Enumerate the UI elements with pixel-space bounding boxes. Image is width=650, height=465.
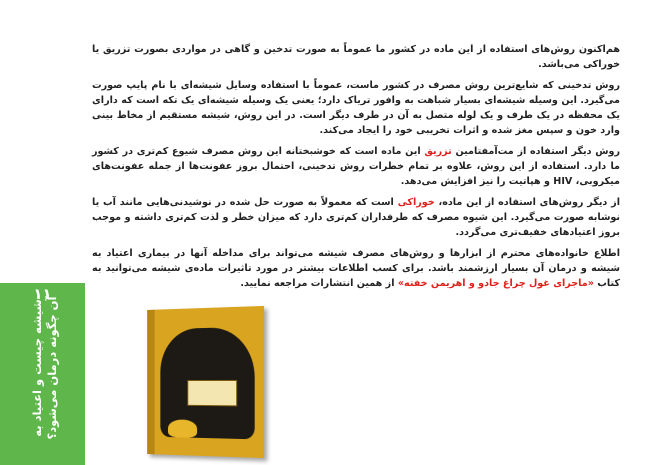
highlight-book-title: «ماجرای غول چراغ جادو و اهریمن خفته» [397,278,594,290]
book-spine [147,310,155,455]
book-title-box [187,380,237,406]
p4-text-b: است که معمولاً به صورت حل شده در نوشیدنی‌هایی مانند آب یا نوشابه صورت می‌گیرد. این شیوه مصرف که طرفداران کم‌تری دارد که میزان خطر و لذت کم‌تری داشته و موجب بروز اعتیادهای خفیف‌تری می‌گردد. [92,196,620,239]
chapter-title-line1: شیشه چیست و اعتیاد به [30,299,44,437]
p5-text-a: اطلاع خانواده‌های محترم از ابزارها و روش‌های مصرف شیشه می‌تواند برای مداخله آنها در بیماری اعتیاد به شیشه و درمان آن بسیار ارزشمند باشد. برای کسب اطلاعات بیشتر در مورد تاثیرات ماده‌ی شیشه می‌توانید به کتاب [92,247,620,290]
paragraph-2: روش تدخینی که شایع‌ترین روش مصرف در کشور ماست، عموماً با استفاده وسایل شیشه‌ای با نام پایپ صورت می‌گیرد. این وسیله شیشه‌ای بسیار شباهت به وافور تریاک دارد؛ یعنی یک وسیله شیشه‌ای یک تکه است که دارای یک محفظه در یک طرف و یک لوله متصل به آن در طرف دیگر است. در این روش، شیشه مستقیم از مخاط بینی وارد خون و سپس مغز شده و اثرات تخریبی خود را ایجاد می‌کند. [92,79,620,137]
p3-text-a: روش دیگر استفاده از مت‌آمفتامین [451,145,621,157]
page-number: ۱۱ [33,285,52,303]
p5-text-b: از همین انتشارات مراجعه نمایید. [240,278,398,290]
highlight-injection: تزریق [424,145,452,157]
body-text [92,42,620,296]
paragraph-3 [92,144,620,190]
book-cover-image [147,306,264,458]
p3-text-b: این ماده است که خوشبختانه این روش مصرف شیوع کم‌تری در کشور ما دارد. استفاده از این روش، علاوه بر تمام خطرات روش تدخینی، احتمال بروز عفونت‌ها از جمله عفونت‌های میکروبی، HIV و هپاتیت را نیز افزایش می‌دهد. [92,145,620,188]
paragraph-4 [92,195,620,241]
paragraph-1: هم‌اکنون روش‌های استفاده از این ماده در کشور ما عموماً به صورت تدخین و گاهی در مواردی بصورت تزریق یا خوراکی می‌باشد. [92,44,620,71]
p4-text-a: از دیگر روش‌های استفاده از این ماده، [434,196,620,208]
highlight-oral: خوراکی [397,196,435,208]
paragraph-5 [92,246,620,292]
book-lamp-icon [168,419,197,437]
chapter-title [30,283,60,453]
chapter-title-line2: آن چگونه درمان می‌شود؟ [45,296,59,440]
